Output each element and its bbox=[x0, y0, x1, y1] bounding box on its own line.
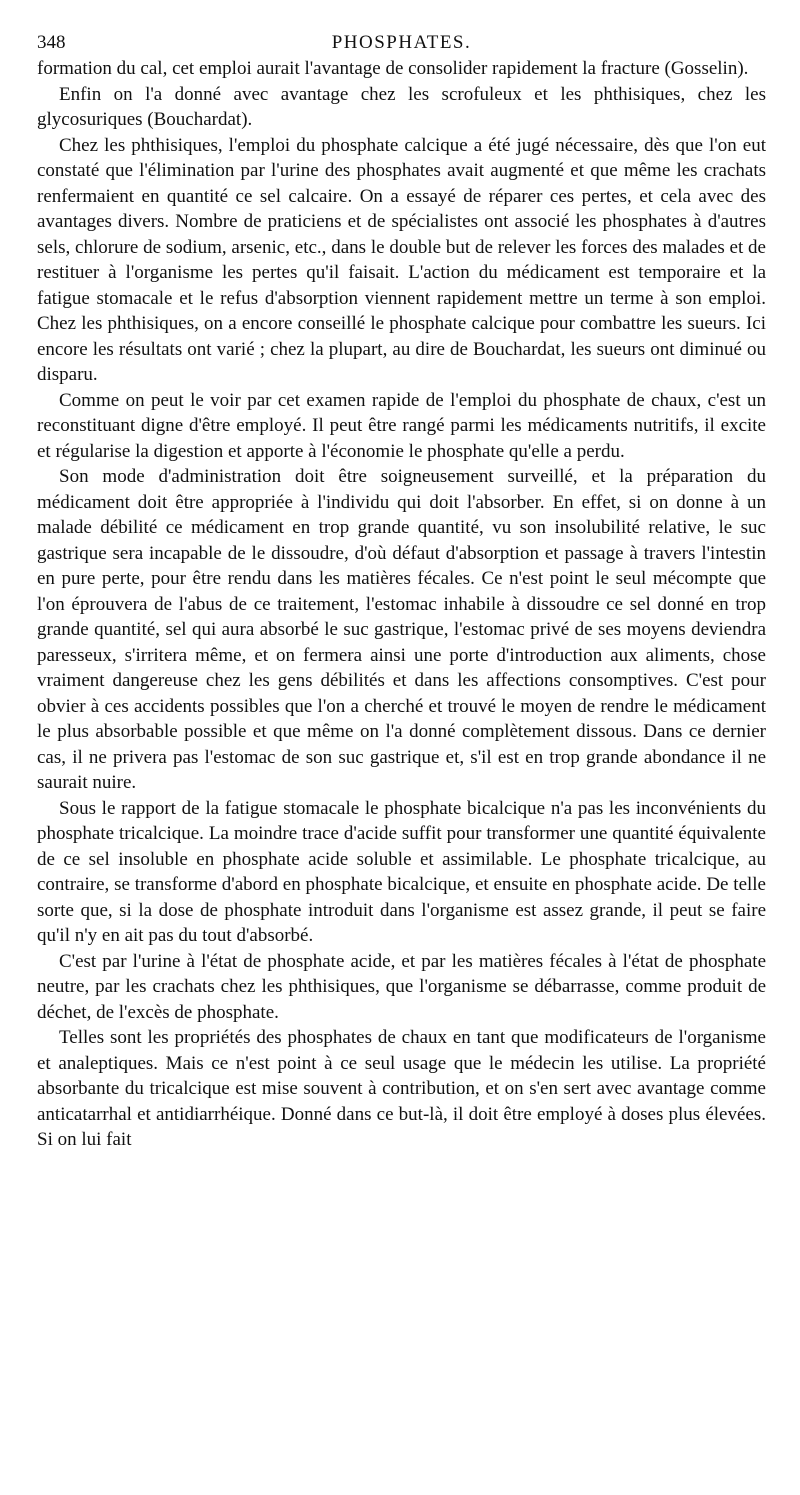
page-header bbox=[37, 30, 766, 56]
paragraph: Sous le rapport de la fatigue stomacale le phosphate bicalcique n'a pas les inconvénients du phosphate tricalcique. La moindre trace d'acide suffit pour transformer une quantité équivalente de ce sel insoluble en phosphate acide soluble et assimilable. Le phosphate tricalcique, au contraire, se transforme d'abord en phosphate bicalcique, et ensuite en phosphate acide. De telle sorte que, si la dose de phosphate introduit dans l'organisme est assez grande, il peut se faire qu'il n'y en ait pas du tout d'absorbé. bbox=[37, 797, 766, 946]
paragraph: Comme on peut le voir par cet examen rapide de l'emploi du phosphate de chaux, c'est un reconstituant digne d'être employé. Il peut être rangé parmi les médicaments nutritifs, il excite et régularise la digestion et apporte à l'économie le phosphate qu'elle a perdu. bbox=[37, 389, 766, 462]
paragraph: Enfin on l'a donné avec avantage chez les scrofuleux et les phthisiques, chez les glycosuriques (Bouchardat). bbox=[37, 83, 766, 130]
page-number: 348 bbox=[37, 32, 66, 53]
paragraph: Chez les phthisiques, l'emploi du phosphate calcique a été jugé nécessaire, dès que l'on eut constaté que l'élimination par l'urine des phosphates avait augmenté et que même les crachats renfermaient en quantité ce sel calcaire. On a essayé de réparer ces pertes, et cela avec des avantages divers. Nombre de praticiens et de spécialistes ont associé les phosphates à d'autres sels, chlorure de sodium, arsenic, etc., dans le double but de relever les forces des malades et de restituer à l'organisme les pertes qu'il faisait. L'action du médicament est temporaire et la fatigue stomacale et le refus d'absorption viennent rapidement mettre un terme à son emploi. Chez les phthisiques, on a encore conseillé le phosphate calcique pour combattre les sueurs. Ici encore les résultats ont varié ; chez la plupart, au dire de Bouchardat, les sueurs ont diminué ou disparu. bbox=[37, 134, 766, 385]
paragraph: Son mode d'administration doit être soigneusement surveillé, et la préparation du médicament doit être appropriée à l'individu qui doit l'absorber. En effet, si on donne à un malade débilité ce médicament en trop grande quantité, vu son insolubilité relative, le suc gastrique sera incapable de le dissoudre, d'où défaut d'absorption et passage à travers l'intestin en pure perte, pour être rendu dans les matières fécales. Ce n'est point le seul mécompte que l'on éprouvera de l'abus de ce traitement, l'estomac inhabile à dissoudre ce sel donné en trop grande quantité, sel qui aura absorbé le suc gastrique, l'estomac privé de ses moyens deviendra paresseux, s'irritera même, et on fermera ainsi une porte d'introduction aux aliments, chose vraiment dangereuse chez les gens débilités et dans les affections consomptives. C'est pour obvier à ces accidents possibles que l'on a cherché et trouvé le moyen de rendre le médicament le plus absorbable possible et que même on l'a donné complètement dissous. Dans ce dernier cas, il ne privera pas l'estomac de son suc gastrique et, s'il est en trop grande abondance il ne saurait nuire. bbox=[37, 466, 766, 793]
paragraph-continued: formation du cal, cet emploi aurait l'avantage de consolider rapidement la fracture (Gosselin). bbox=[37, 58, 749, 79]
running-title: PHOSPHATES. bbox=[331, 32, 472, 53]
body-text bbox=[37, 56, 766, 1153]
paragraph: Telles sont les propriétés des phosphates de chaux en tant que modificateurs de l'organisme et analeptiques. Mais ce n'est point à ce seul usage que le médecin les utilise. La propriété absorbante du tricalcique est mise souvent à contribution, et on s'en sert avec avantage comme anticatarrhal et antidiarrhéique. Donné dans ce but-là, il doit être employé à doses plus élevées. Si on lui fait bbox=[37, 1027, 766, 1150]
paragraph: C'est par l'urine à l'état de phosphate acide, et par les matières fécales à l'état de phosphate neutre, par les crachats chez les phthisiques, que l'organisme se débarrasse, comme produit de déchet, de l'excès de phosphate. bbox=[37, 950, 766, 1023]
